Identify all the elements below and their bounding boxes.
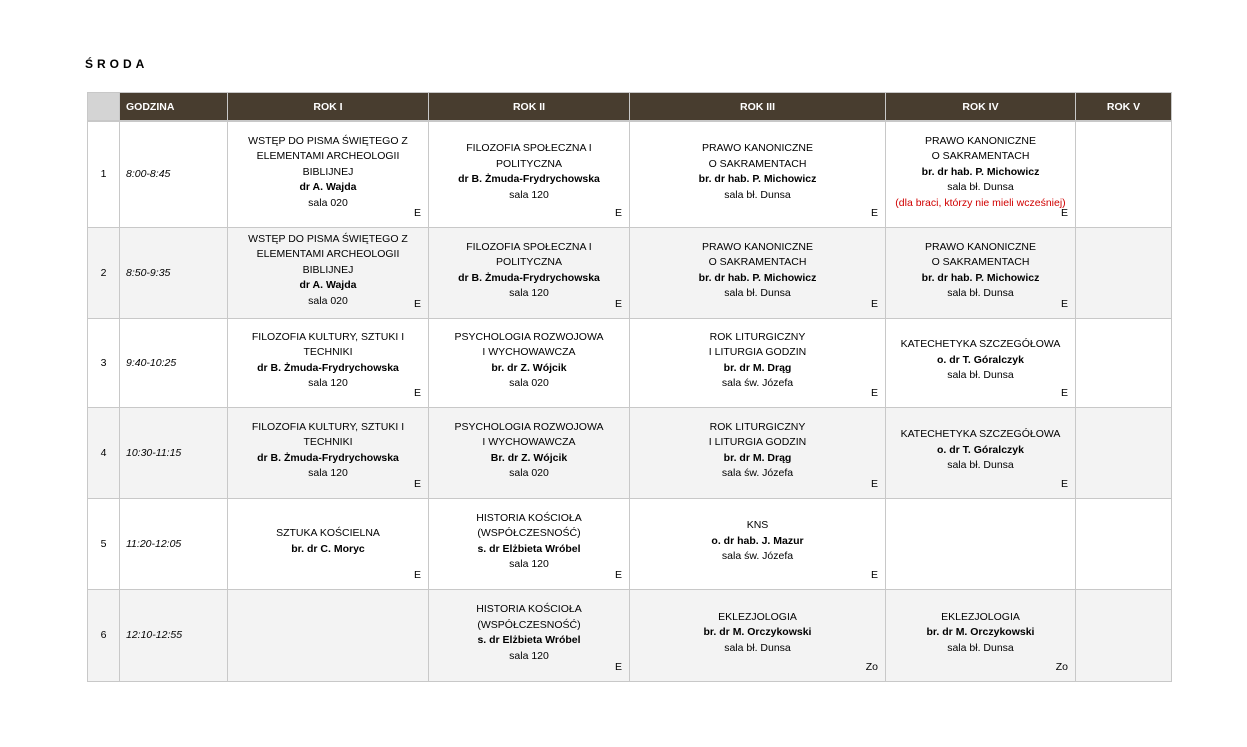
course-room: sala 020: [308, 294, 348, 307]
class-info: [429, 236, 629, 310]
course-title: EKLEZJOLOGIA: [718, 610, 797, 623]
course-title: O SAKRAMENTACH: [708, 157, 807, 170]
table-row: [88, 227, 1172, 318]
course-room: sala bł. Dunsa: [947, 287, 1014, 299]
class-cell: [429, 407, 630, 498]
class-info: [886, 236, 1075, 310]
class-cell: [630, 589, 886, 681]
class-info: [228, 629, 428, 641]
table-row: [88, 318, 1172, 407]
class-cell: [228, 407, 429, 498]
class-cell: [228, 121, 429, 227]
class-info: [1076, 629, 1171, 641]
course-title: KATECHETYKA SZCZEGÓŁOWA: [900, 428, 1061, 441]
row-hour: 10:30-11:15: [120, 407, 228, 498]
class-cell: [886, 121, 1076, 227]
course-teacher: br. dr Z. Wójcik: [491, 361, 567, 374]
schedule-table: [87, 92, 1172, 682]
course-title: O SAKRAMENTACH: [931, 150, 1030, 162]
course-title: O SAKRAMENTACH: [708, 256, 807, 268]
class-cell: [886, 589, 1076, 681]
course-room: sala św. Józefa: [721, 467, 794, 479]
course-room: sala 020: [509, 377, 549, 389]
course-mark: E: [870, 207, 878, 219]
course-teacher: o. dr T. Góralczyk: [937, 443, 1024, 456]
class-info: [228, 228, 428, 318]
course-title: I WYCHOWAWCZA: [482, 436, 576, 448]
class-cell: [228, 498, 429, 589]
class-cell: [1076, 121, 1172, 227]
course-room: sala św. Józefa: [721, 550, 794, 563]
course-room: sala bł. Dunsa: [724, 287, 791, 299]
course-mark: E: [413, 569, 421, 581]
class-cell: [228, 227, 429, 318]
course-teacher: br. dr M. Drąg: [723, 451, 792, 464]
class-cell: [429, 227, 630, 318]
course-mark: E: [870, 569, 878, 581]
course-note: (dla braci, którzy nie mieli wcześniej): [895, 196, 1066, 209]
course-title: WSTĘP DO PISMA ŚWIĘTEGO Z: [248, 232, 408, 245]
course-teacher: br. dr M. Orczykowski: [926, 626, 1035, 639]
header-hour: GODZINA: [120, 93, 228, 122]
course-room: sala 120: [509, 188, 549, 201]
course-mark: E: [870, 298, 878, 310]
row-hour: 12:10-12:55: [120, 589, 228, 681]
class-cell: [228, 589, 429, 681]
course-title: SZTUKA KOŚCIELNA: [276, 527, 380, 539]
course-title: I LITURGIA GODZIN: [708, 436, 807, 448]
course-title: ROK LITURGICZNY: [709, 420, 806, 433]
class-cell: [228, 318, 429, 407]
course-teacher: Br. dr Z. Wójcik: [490, 451, 568, 464]
course-title: FILOZOFIA KULTURY, SZTUKI I: [251, 420, 405, 433]
course-teacher: br. dr M. Orczykowski: [703, 626, 812, 639]
class-info: [886, 423, 1075, 482]
table-row: [88, 498, 1172, 589]
course-mark: E: [413, 478, 421, 490]
course-mark: E: [413, 207, 421, 219]
class-info: [429, 137, 629, 211]
course-teacher: dr B. Żmuda-Frydrychowska: [257, 451, 399, 464]
class-info: [630, 514, 885, 573]
course-room: sala bł. Dunsa: [947, 641, 1014, 654]
course-title: PRAWO KANONICZNE: [701, 240, 814, 253]
class-info: [630, 236, 885, 310]
course-mark: E: [614, 569, 622, 581]
header-rok-5: ROK V: [1076, 93, 1172, 122]
class-cell: [1076, 589, 1172, 681]
class-info: [429, 326, 629, 400]
class-cell: [630, 407, 886, 498]
course-room: sala bł. Dunsa: [947, 459, 1014, 472]
row-hour: 9:40-10:25: [120, 318, 228, 407]
class-cell: [1076, 318, 1172, 407]
row-number: 6: [88, 589, 120, 681]
course-room: sala 020: [509, 467, 549, 479]
course-room: sala bł. Dunsa: [947, 369, 1014, 382]
class-cell: [630, 318, 886, 407]
class-info: [429, 507, 629, 581]
course-teacher: br. dr C. Moryc: [291, 542, 365, 555]
class-info: [1076, 168, 1171, 180]
class-cell: [886, 498, 1076, 589]
class-cell: [886, 318, 1076, 407]
course-mark: E: [1060, 207, 1068, 219]
course-title: WSTĘP DO PISMA ŚWIĘTEGO Z: [248, 134, 408, 147]
course-title: I WYCHOWAWCZA: [482, 346, 576, 358]
course-teacher: o. dr T. Góralczyk: [937, 353, 1024, 366]
course-teacher: dr A. Wajda: [299, 181, 357, 193]
class-info: [630, 606, 885, 665]
class-info: [228, 130, 428, 220]
course-room: sala 120: [308, 377, 348, 389]
class-info: [228, 522, 428, 565]
course-mark: Zo: [865, 661, 878, 673]
class-cell: [429, 498, 630, 589]
course-title: EKLEZJOLOGIA: [941, 610, 1020, 623]
class-cell: [1076, 407, 1172, 498]
course-room: sala 120: [509, 287, 549, 299]
class-info: [630, 137, 885, 211]
course-room: sala 020: [308, 196, 348, 209]
header-num: [88, 93, 120, 122]
course-title: FILOZOFIA SPOŁECZNA I POLITYCZNA: [466, 240, 592, 268]
class-cell: [630, 121, 886, 227]
course-teacher: br. dr hab. P. Michowicz: [698, 173, 817, 186]
row-number: 2: [88, 227, 120, 318]
class-info: [886, 130, 1075, 220]
course-title: HISTORIA KOŚCIOŁA: [476, 603, 582, 615]
course-mark: E: [614, 661, 622, 673]
course-mark: E: [1060, 387, 1068, 399]
class-cell: [886, 407, 1076, 498]
header-rok-1: ROK I: [228, 93, 429, 122]
course-title: FILOZOFIA KULTURY, SZTUKI I: [251, 330, 405, 343]
course-mark: E: [870, 478, 878, 490]
course-title: KATECHETYKA SZCZEGÓŁOWA: [900, 338, 1061, 351]
course-title: PSYCHOLOGIA ROZWOJOWA: [454, 330, 604, 343]
class-cell: [886, 227, 1076, 318]
course-mark: E: [614, 207, 622, 219]
course-teacher: dr B. Żmuda-Frydrychowska: [458, 173, 600, 186]
class-cell: [630, 227, 886, 318]
class-info: [630, 326, 885, 400]
class-cell: [1076, 227, 1172, 318]
course-teacher: br. dr hab. P. Michowicz: [698, 271, 817, 284]
header-rok-4: ROK IV: [886, 93, 1076, 122]
course-room: sala bł. Dunsa: [947, 181, 1014, 193]
course-teacher: dr B. Żmuda-Frydrychowska: [257, 361, 399, 374]
course-teacher: s. dr Elżbieta Wróbel: [477, 634, 581, 646]
row-hour: 11:20-12:05: [120, 498, 228, 589]
table-row: [88, 121, 1172, 227]
row-number: 5: [88, 498, 120, 589]
class-cell: [429, 318, 630, 407]
row-number: 1: [88, 121, 120, 227]
class-info: [886, 333, 1075, 392]
class-info: [886, 606, 1075, 665]
course-room: sala 120: [509, 558, 549, 570]
class-info: [1076, 357, 1171, 369]
course-title: TECHNIKI: [303, 346, 353, 358]
class-info: [1076, 267, 1171, 279]
course-title: PRAWO KANONICZNE: [924, 240, 1037, 253]
course-mark: Zo: [1055, 661, 1068, 673]
class-info: [228, 416, 428, 490]
row-number: 3: [88, 318, 120, 407]
course-title: PSYCHOLOGIA ROZWOJOWA: [454, 420, 604, 433]
class-info: [429, 598, 629, 672]
class-cell: [630, 498, 886, 589]
row-hour: 8:00-8:45: [120, 121, 228, 227]
class-info: [228, 326, 428, 400]
class-info: [429, 416, 629, 490]
course-teacher: br. dr hab. P. Michowicz: [921, 271, 1040, 284]
day-title: ŚRODA: [85, 57, 149, 71]
table-row: [88, 589, 1172, 681]
course-title: I LITURGIA GODZIN: [708, 346, 807, 358]
course-mark: E: [413, 298, 421, 310]
course-title: ROK LITURGICZNY: [709, 330, 806, 343]
course-teacher: br. dr M. Drąg: [723, 361, 792, 374]
course-title: HISTORIA KOŚCIOŁA: [476, 511, 582, 524]
course-title: TECHNIKI: [303, 436, 353, 448]
header-rok-3: ROK III: [630, 93, 886, 122]
course-room: sala św. Józefa: [721, 377, 794, 389]
class-info: [630, 416, 885, 490]
header-rok-2: ROK II: [429, 93, 630, 122]
schedule-body: [88, 121, 1172, 681]
course-mark: E: [614, 298, 622, 310]
course-title: ELEMENTAMI ARCHEOLOGII BIBLIJNEJ: [256, 150, 400, 178]
course-room: sala bł. Dunsa: [724, 641, 791, 654]
class-cell: [429, 589, 630, 681]
class-cell: [1076, 498, 1172, 589]
course-title: O SAKRAMENTACH: [931, 256, 1030, 268]
course-teacher: s. dr Elżbieta Wróbel: [477, 542, 581, 555]
course-room: sala bł. Dunsa: [724, 188, 791, 201]
row-hour: 8:50-9:35: [120, 227, 228, 318]
course-teacher: dr A. Wajda: [299, 279, 357, 292]
course-title: FILOZOFIA SPOŁECZNA I POLITYCZNA: [466, 142, 592, 170]
course-room: sala 120: [509, 649, 549, 662]
course-title: (WSPÓŁCZESNOŚĆ): [477, 618, 581, 631]
course-title: (WSPÓŁCZESNOŚĆ): [477, 527, 581, 539]
course-title: KNS: [746, 519, 769, 532]
course-teacher: dr B. Żmuda-Frydrychowska: [458, 271, 600, 284]
course-title: ELEMENTAMI ARCHEOLOGII BIBLIJNEJ: [256, 248, 400, 276]
course-mark: E: [413, 387, 421, 399]
course-mark: E: [870, 387, 878, 399]
table-row: [88, 407, 1172, 498]
course-room: sala 120: [308, 467, 348, 479]
class-info: [1076, 538, 1171, 550]
row-number: 4: [88, 407, 120, 498]
course-title: PRAWO KANONICZNE: [701, 142, 814, 155]
class-info: [1076, 447, 1171, 459]
course-mark: E: [1060, 298, 1068, 310]
course-title: PRAWO KANONICZNE: [924, 134, 1037, 147]
course-teacher: br. dr hab. P. Michowicz: [921, 165, 1040, 178]
course-teacher: o. dr hab. J. Mazur: [711, 534, 804, 547]
class-info: [886, 538, 1075, 550]
class-cell: [429, 121, 630, 227]
header-row: [88, 93, 1172, 122]
course-mark: E: [1060, 478, 1068, 490]
